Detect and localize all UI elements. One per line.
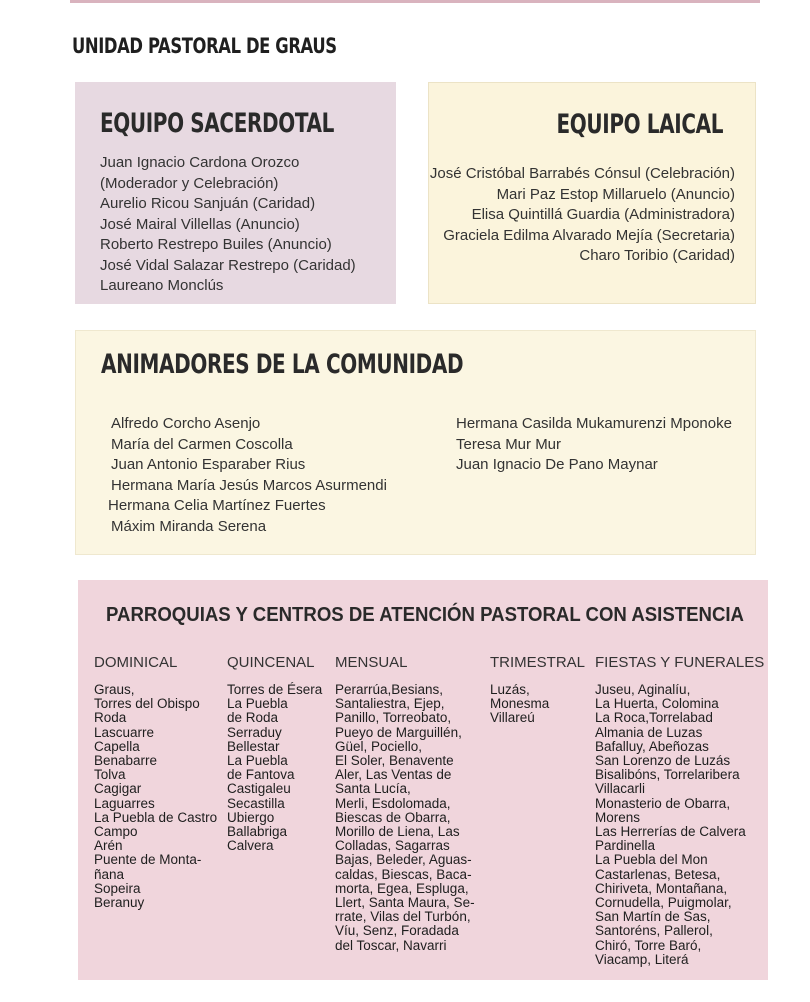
- equipo-sacerdotal-list: [100, 153, 356, 297]
- list-item: Colladas, Sagarras: [335, 838, 450, 854]
- list-item: La Puebla: [227, 696, 288, 712]
- list-item: La Puebla de Castro: [94, 809, 218, 825]
- list-item: Lascuarre: [94, 724, 155, 740]
- list-item: Roda: [94, 710, 127, 726]
- list-item: Las Herrerías de Calvera: [595, 824, 746, 840]
- list-item: Juan Ignacio De Pano Maynar: [456, 456, 658, 473]
- list-item: Ballabriga: [227, 824, 288, 840]
- list-item: Bellestar: [227, 738, 280, 754]
- list-item: Biescas de Obarra,: [335, 809, 451, 825]
- list-item: Laguarres: [94, 795, 155, 811]
- list-item: Tolva: [94, 767, 126, 783]
- equipo-sacerdotal-title: EQUIPO SACERDOTAL: [100, 108, 334, 139]
- list-item: Pueyo de Marguillén,: [335, 724, 462, 740]
- list-item: Sopeira: [94, 880, 141, 896]
- list-item: María del Carmen Coscolla: [111, 435, 293, 453]
- list-item: La Puebla: [227, 753, 288, 769]
- list-item: Máxim Miranda Serena: [111, 517, 267, 535]
- equipo-laical-title: EQUIPO LAICAL: [556, 109, 723, 140]
- animadores-title: ANIMADORES DE LA COMUNIDAD: [101, 349, 464, 380]
- list-item: Santaliestra, Ejep,: [335, 696, 445, 712]
- list-item: Villareú: [490, 710, 535, 726]
- list-item: Charo Toribio (Caridad): [579, 247, 735, 264]
- list-item: San Martín de Sas,: [595, 909, 711, 925]
- list-item: Bajas, Beleder, Aguas-: [335, 852, 472, 868]
- list-item: Arén: [94, 838, 123, 854]
- list-item: Benabarre: [94, 753, 158, 769]
- page-title: UNIDAD PASTORAL DE GRAUS: [72, 34, 337, 58]
- list-item: Cornudella, Puigmolar,: [595, 895, 732, 911]
- list-item: Santa Lucía,: [335, 781, 411, 797]
- column-header: DOMINICAL: [94, 654, 178, 671]
- list-item: Torres de Ésera: [227, 682, 323, 697]
- fiestas-funerales-list: [595, 683, 764, 967]
- list-item: Luzás,: [490, 682, 530, 697]
- list-item: Aurelio Ricou Sanjuán (Caridad): [100, 195, 316, 212]
- list-item: Pardinella: [595, 838, 656, 854]
- list-item: Puente de Monta-: [94, 852, 202, 868]
- equipo-sacerdotal-panel: [75, 82, 396, 304]
- list-item: Güel, Pociello,: [335, 738, 423, 754]
- column-header: FIESTAS Y FUNERALES: [595, 654, 765, 671]
- list-item: José Cristóbal Barrabés Cónsul (Celebración): [429, 165, 735, 182]
- list-item: Aler, Las Ventas de: [335, 767, 452, 783]
- list-item: Víu, Senz, Foradada: [335, 923, 459, 939]
- list-item: ñana: [94, 866, 125, 882]
- list-item: Morens: [595, 809, 641, 825]
- list-item: rrate, Vilas del Turbón,: [335, 909, 471, 925]
- trimestral-list: [490, 683, 585, 726]
- list-item: Viacamp, Literá: [595, 951, 689, 967]
- list-item: Merli, Esdolomada,: [335, 795, 451, 811]
- list-item: Hermana Celia Martínez Fuertes: [108, 497, 326, 514]
- list-item: Juan Antonio Esparaber Rius: [111, 456, 306, 473]
- list-item: de Fantova: [227, 767, 295, 783]
- list-item: La Puebla del Mon: [595, 852, 708, 868]
- list-item: Bisalibóns, Torrelaribera: [595, 767, 740, 783]
- list-item: Cagigar: [94, 781, 142, 797]
- list-item: Juseu, Aginalíu,: [595, 682, 691, 697]
- quincenal-column: [227, 654, 322, 853]
- list-item: del Toscar, Navarri: [335, 937, 447, 953]
- list-item: Llert, Santa Maura, Se-: [335, 895, 475, 911]
- list-item: Chiriveta, Montañana,: [595, 880, 728, 896]
- animadores-panel: [75, 330, 756, 555]
- dominical-column: [94, 654, 217, 910]
- list-item: Morillo de Liena, Las: [335, 824, 460, 840]
- list-item: Teresa Mur Mur: [456, 435, 562, 453]
- list-item: Alfredo Corcho Asenjo: [111, 415, 261, 432]
- parroquias-title: PARROQUIAS Y CENTROS DE ATENCIÓN PASTORAL CON ASISTENCIA: [106, 604, 744, 626]
- dominical-list: [94, 683, 217, 910]
- list-item: Mari Paz Estop Millaruelo (Anuncio): [496, 185, 735, 203]
- column-header: MENSUAL: [335, 654, 408, 671]
- list-item: Chiró, Torre Baró,: [595, 937, 702, 953]
- list-item: Secastilla: [227, 795, 285, 811]
- list-item: La Huerta, Colomina: [595, 696, 719, 712]
- list-item: Graciela Edilma Alvarado Mejía (Secretaria): [443, 226, 735, 244]
- fiestas-funerales-column: [595, 654, 764, 967]
- list-item: San Lorenzo de Luzás: [595, 753, 731, 769]
- list-item: Monasterio de Obarra,: [595, 795, 731, 811]
- list-item: (Moderador y Celebración): [100, 174, 279, 192]
- list-item: Ubiergo: [227, 809, 275, 825]
- equipo-laical-panel: [428, 82, 756, 304]
- parroquias-panel: [78, 580, 768, 980]
- list-item: Monesma: [490, 696, 550, 712]
- equipo-laical-list: [430, 164, 735, 267]
- list-item: Campo: [94, 824, 138, 840]
- list-item: José Vidal Salazar Restrepo (Caridad): [100, 256, 356, 274]
- column-header: QUINCENAL: [227, 654, 315, 671]
- list-item: Castarlenas, Betesa,: [595, 866, 721, 882]
- list-item: Roberto Restrepo Builes (Anuncio): [100, 236, 332, 253]
- list-item: José Mairal Villellas (Anuncio): [100, 215, 300, 233]
- animadores-list-left: [108, 414, 387, 537]
- list-item: morta, Egea, Espluga,: [335, 880, 469, 896]
- list-item: Juan Ignacio Cardona Orozco: [100, 154, 300, 171]
- list-item: Almania de Luzas: [595, 724, 703, 740]
- list-item: Bafalluy, Abeñozas: [595, 738, 709, 754]
- top-divider: [70, 0, 760, 3]
- list-item: Villacarli: [595, 781, 646, 797]
- list-item: Panillo, Torreobato,: [335, 710, 452, 726]
- list-item: Elisa Quintillá Guardia (Administradora): [471, 206, 735, 223]
- column-header: TRIMESTRAL: [490, 654, 586, 671]
- list-item: Laureano Monclús: [100, 277, 224, 294]
- list-item: Torres del Obispo: [94, 696, 200, 712]
- list-item: El Soler, Benavente: [335, 753, 454, 769]
- list-item: caldas, Biescas, Baca-: [335, 866, 472, 882]
- list-item: Perarrúa,Besians,: [335, 682, 444, 697]
- mensual-list: [335, 683, 475, 953]
- list-item: Calvera: [227, 838, 274, 854]
- animadores-list-right: [456, 414, 732, 476]
- mensual-column: [335, 654, 475, 953]
- list-item: Castigaleu: [227, 781, 291, 797]
- list-item: Graus,: [94, 682, 135, 697]
- list-item: La Roca,Torrelabad: [595, 710, 713, 726]
- quincenal-list: [227, 683, 322, 853]
- trimestral-column: [490, 654, 585, 726]
- list-item: Hermana María Jesús Marcos Asurmendi: [111, 476, 387, 494]
- list-item: de Roda: [227, 710, 279, 726]
- list-item: Serraduy: [227, 724, 282, 740]
- list-item: Santoréns, Pallerol,: [595, 923, 713, 939]
- list-item: Beranuy: [94, 895, 145, 911]
- list-item: Hermana Casilda Mukamurenzi Mponoke: [456, 415, 732, 432]
- list-item: Capella: [94, 738, 140, 754]
